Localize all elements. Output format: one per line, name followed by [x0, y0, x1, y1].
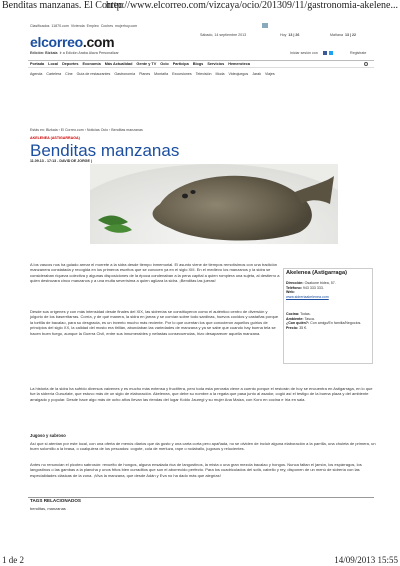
nav-servicios[interactable]: Servicios: [207, 62, 225, 66]
article-paragraph-5: Antes no renuncian el picoteo sabrosón: revuelto de hongos, alguna ensalada rica de langostinos, la mista o una gran mezcla bacalao y hongos. Nunca faltan el jamón, los espárragos, los langostinos o las gambas a la plancha y unos fritos bien curraditos que son el aborrecido perfecto. Para los cuadriculados del sofá, cabello y rey, disponen de un menú de sidrería con las especialidades clásicas de la zona. ¡Viva la manzana, que desde Adán y Eva no ha dado más que alegrías!: [30, 462, 362, 478]
article-paragraph-4: Así que si atentan por este local, con una oferta de menús diarios que da gusto y una carta corta pero apañada, no se olviden de incluir alguna elaboración a la parrilla, una chuleta de primera, un buen solomillo a la brasa, o cualquiera de los pescados: cogote, cola de merluza, rape o rodaballo, jugosos y relucientes.: [30, 441, 376, 452]
cuisine-label: Cocina:: [286, 312, 300, 316]
subnav-television[interactable]: Televisión: [195, 71, 212, 76]
address-label: Dirección:: [286, 281, 304, 285]
subnav-agenda[interactable]: Agenda: [30, 71, 43, 76]
tags-title: TAGS RELACIONADOS: [30, 498, 81, 503]
register-link[interactable]: Registrate: [350, 51, 367, 55]
article-paragraph-2: Desde sus orígenes y con más intensidad desde finales del XIX, las sidrerías se constituyeron como el auténtico centro de diversión y jolgorio de los baserritarras. Corría, y de qué manera, la sidra en jarras y se comían sobre todo sardinas, huevos cocidos y castañas porque la tortilla de bacalao, para su desgracia, es un invento mucho más reciente. Por lo que cuentan los que conocieron aquellos guirios de principios del siglo XX, la calidad del mosto era tirillán, abundaban las variedades de manzana y ya se sabe que cuando hay buena tela se hacen buen fuego, aunque la Guerra Civil, entre sus innumerables y nefastas consecuencias, hizo desaparecer aquella manzana.: [30, 309, 279, 336]
subnav-cartelera[interactable]: Cartelera: [46, 71, 62, 76]
address-value: Osakune bidea, 57.: [304, 281, 336, 285]
print-page-url: http://www.elcorreo.com/vizcaya/ocio/201309/11/gastronomia-akelene...: [106, 0, 398, 11]
ad-choices-icon[interactable]: [262, 23, 268, 28]
top-links: [30, 24, 137, 28]
info-box-contact: [286, 281, 370, 299]
top-link-mujerhoy[interactable]: mujerhoy.com: [115, 24, 138, 28]
info-box-details: [286, 312, 370, 330]
subnav-gastronomia[interactable]: Gastronomía: [114, 71, 136, 76]
article-subhead: Jugoso y sabroso: [30, 433, 66, 438]
top-link-coches[interactable]: Coches: [100, 24, 113, 28]
nav-portada[interactable]: Portada: [30, 62, 45, 66]
web-label: Web:: [286, 290, 295, 295]
subnav-montana[interactable]: Montaña: [154, 71, 169, 76]
subnav-moda[interactable]: Moda: [215, 71, 225, 76]
print-timestamp: 14/09/2013 15:55: [334, 555, 398, 565]
edition-line: [30, 51, 119, 55]
edition-label: Edición: Bizkaia: [30, 51, 58, 55]
with-label: ¿Con quién?:: [286, 321, 310, 326]
breadcrumb[interactable]: Estás en: Bizkaia › El Correo.com › Noticias Ocio › Benditas manzanas: [30, 128, 143, 132]
ambience-value: Tasca.: [304, 316, 315, 321]
subnav-excursiones[interactable]: Excursiones: [172, 71, 192, 76]
print-page-title: Benditas manzanas. El Correo: [2, 0, 124, 11]
date-text: Sábado, 14 septiembre 2013: [200, 33, 247, 37]
top-link-vivienda[interactable]: Vivienda: [70, 24, 85, 28]
tags-list[interactable]: benditas, manzanas: [30, 506, 66, 511]
article-paragraph-1: A los vascos nos ha guiado armar el morrete a la sidra desde tiempo inmemorial. El asunto viene de tiempos remotísimos con una tradición manzanera constatada y recogida en los primeros escritos que se conocen ya en el siglo XIII. En el medievo los manzanos y la sidra se consideraban riqueza colectiva y algunas disposiciones de la época condenaban a la pena capital a quien rompiera una sujeta, al destierro a quien destrozara cinco manzanos y a una multa severísima a quien agüara la sidra. ¡Benditas las jueras!: [30, 262, 280, 284]
top-link-empleo[interactable]: Empleo: [86, 24, 99, 28]
nav-participa[interactable]: Participa: [172, 62, 189, 66]
article-photo: [90, 164, 338, 244]
fish-plate-illustration: [90, 164, 338, 244]
price-value: 35 €.: [299, 325, 308, 330]
with-value: Con amigo/En familia/Negocios.: [310, 321, 362, 326]
subnav-videojuegos[interactable]: Videojuegos: [228, 71, 249, 76]
facebook-icon[interactable]: [323, 51, 327, 55]
site-logo[interactable]: elcorreo.com: [30, 34, 115, 50]
nav-economia[interactable]: Economía: [82, 62, 101, 66]
ambience-label: Ambiente:: [286, 316, 304, 321]
weather-tomorrow: [330, 33, 356, 37]
weather-tomorrow-temps: 13 | 22: [345, 33, 356, 37]
nav-ocio[interactable]: Ocio: [160, 62, 169, 66]
weather-today-label: Hoy: [280, 33, 287, 37]
price-label: Precio:: [286, 325, 299, 330]
weather-tomorrow-label: Mañana: [330, 33, 343, 37]
subnav-guia-restaurantes[interactable]: Guía de restaurantes: [76, 71, 111, 76]
weather-today-temps: 13 | 26: [288, 33, 300, 37]
subnav-viajes[interactable]: Viajes: [265, 71, 275, 76]
phone-value: 943 333 333.: [302, 285, 324, 290]
nav-blogs[interactable]: Blogs: [192, 62, 204, 66]
nav-local[interactable]: Local: [48, 62, 59, 66]
subnav-jarak[interactable]: Jarak: [252, 71, 261, 76]
phone-label: Teléfono:: [286, 285, 302, 290]
edition-links[interactable]: Ir a Edición Araba Alava Personalizar: [59, 51, 119, 55]
twitter-icon[interactable]: [329, 51, 333, 55]
subnav-cine[interactable]: Cine: [65, 71, 73, 76]
search-icon[interactable]: [364, 62, 368, 66]
main-nav: [28, 60, 374, 68]
nav-hemeroteca[interactable]: Hemeroteca: [228, 62, 250, 66]
login-link[interactable]: Iniciar sesión con: [290, 51, 318, 55]
article-headline: Benditas manzanas: [30, 141, 180, 160]
top-link-11870[interactable]: 11870.com: [51, 24, 69, 28]
article-byline: 11.09.13 - 17:13 - DAVID DE JORGE |: [30, 159, 92, 163]
cuisine-value: Todas.: [300, 312, 311, 316]
info-box-title: Akelenea (Astigarraga): [286, 270, 347, 276]
article-paragraph-3: La historia de la sidra ha sufrido diversos vaivenes y es mucho más extensa y fructífera, pero toda esta perorata viene a cuento porque el restorán de hoy se encuentra en Astigarraga, en lo que fue la sidrería Guruzlate, que estuvo más de un siglo de elaboración. Akelenea, que debe su nombre a la regata que pasa junto al asador, cogió así el testigo de la buena plaza y del ambiente arraigado y popular. Desde hace algo más de ocho años llevan las riendas del lugar Koldo Jauregi y su mujer Ana Maiza, con Koro en cocina e Iría en sala.: [30, 386, 373, 402]
print-page-counter: 1 de 2: [2, 555, 24, 565]
nav-mas-actualidad[interactable]: Más Actualidad: [104, 62, 133, 66]
sub-nav: [28, 70, 374, 77]
weather-today: [280, 33, 299, 37]
top-link-clasificados[interactable]: Clasificados: [30, 24, 50, 28]
subnav-planes[interactable]: Planes: [139, 71, 151, 76]
web-link[interactable]: www.sidreriaakelenea.com: [286, 294, 329, 299]
nav-deportes[interactable]: Deportes: [62, 62, 79, 66]
section-label: AKELENEA (ASTIGARRAGA): [30, 136, 80, 140]
nav-gente-tv[interactable]: Gente y TV: [136, 62, 157, 66]
